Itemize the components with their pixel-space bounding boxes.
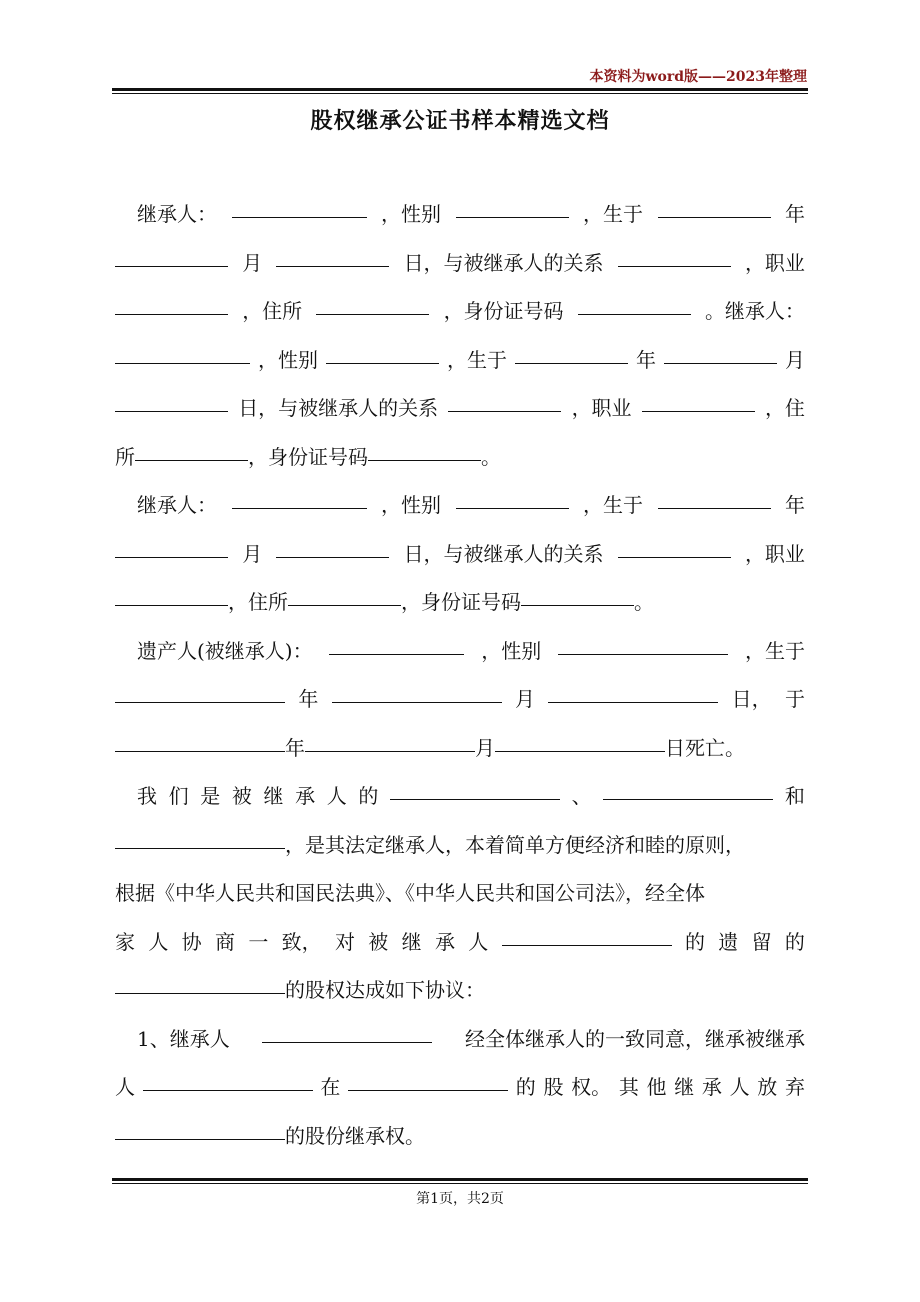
blank-field (390, 798, 560, 800)
blank-field (348, 1089, 508, 1091)
text-run: 留 (751, 929, 772, 954)
header-note: 本资料为word版——2023年整理 (589, 69, 807, 85)
text-run: ，身份证号码 (248, 444, 368, 469)
text-run: 人 (148, 929, 169, 954)
text-run: 1、继承人 (137, 1026, 230, 1051)
text-run: 们 (168, 784, 189, 808)
text-run: ，性别 (481, 638, 542, 663)
text-run: 根据《中华人民共和国民法典》、《中华人民共和国公司法》，经全体 (115, 881, 705, 905)
text-run: 弃 (784, 1075, 805, 1099)
text-run: 继 (401, 929, 422, 954)
text-run: 所 (115, 444, 135, 469)
text-run: 被 (368, 929, 389, 954)
text-run: 月 (242, 541, 263, 566)
blank-field (232, 507, 367, 509)
text-run: 于 (784, 687, 805, 711)
blank-field (515, 362, 628, 364)
blank-field (618, 556, 731, 558)
blank-field (262, 1041, 432, 1043)
text-run: ，住所 (228, 590, 288, 614)
text-run: 遗产人(被继承人)： (137, 638, 313, 663)
blank-field (232, 216, 367, 218)
document-title: 股权继承公证书样本精选文档 (310, 108, 610, 134)
text-run: ，身份证号码 (401, 590, 521, 614)
text-run: ，身份证号码 (443, 299, 564, 323)
text-run: 日，与被继承人的关系 (403, 541, 604, 566)
text-run: ，职业 (744, 250, 805, 275)
text-run: 是 (200, 784, 221, 808)
text-run: 人 (326, 784, 347, 808)
text-run: ，生于 (583, 202, 643, 226)
text-run: ，性别 (381, 202, 441, 226)
blank-field (658, 216, 771, 218)
blank-field (276, 265, 389, 267)
text-run: ，住所 (242, 299, 303, 323)
text-run: ，职业 (744, 541, 805, 566)
blank-field (115, 604, 228, 606)
blank-field (456, 216, 569, 218)
blank-field (305, 750, 475, 752)
text-run: ，生于 (447, 347, 507, 372)
text-run: ，生于 (583, 493, 643, 517)
body-line (115, 336, 805, 385)
page-number: 第1页，共2页 (416, 1191, 504, 1207)
body-line (115, 918, 805, 967)
text-run: 继承人： (137, 202, 217, 226)
blank-field (495, 750, 665, 752)
body-line (115, 239, 805, 288)
text-run: 经全体继承人的一致同意，继承被继承 (464, 1026, 805, 1051)
body-line (115, 724, 805, 773)
blank-field (329, 653, 464, 655)
text-run: 继承人： (137, 493, 217, 517)
blank-field (115, 265, 228, 267)
text-run: 的股份继承权。 (285, 1123, 425, 1148)
text-run: ，生于 (744, 638, 805, 663)
blank-field (332, 701, 502, 703)
text-run: 月 (514, 687, 535, 711)
footer-rule-thin (112, 1183, 808, 1184)
text-run: ，是其法定继承人，本着简单方便经济和睦的原则， (285, 832, 745, 857)
blank-field (115, 362, 250, 364)
text-run: 年 (298, 687, 319, 711)
text-run: 人 (468, 929, 489, 954)
text-run: 商 (214, 929, 235, 954)
text-run: 承 (701, 1075, 722, 1099)
text-run: 年 (785, 202, 805, 226)
text-run: ，性别 (258, 347, 318, 372)
document-body (115, 190, 805, 1160)
blank-field (115, 992, 285, 994)
blank-field (618, 265, 731, 267)
blank-field (642, 410, 755, 412)
blank-field (115, 556, 228, 558)
body-line (115, 1112, 805, 1161)
footer-rule-thick (112, 1178, 808, 1181)
blank-field (558, 653, 728, 655)
body-line (115, 287, 805, 336)
text-run: 的 (684, 929, 705, 954)
text-run: 日，与被继承人的关系 (238, 396, 439, 420)
blank-field (143, 1089, 313, 1091)
blank-field (578, 313, 691, 315)
body-line (115, 821, 805, 870)
blank-field (115, 750, 285, 752)
text-run: 月 (242, 250, 263, 275)
body-line (115, 433, 805, 482)
text-run: 年 (785, 493, 805, 517)
text-run: 的 (784, 929, 805, 954)
text-run: 人 (729, 1075, 750, 1099)
text-run: 日死亡。 (665, 735, 745, 760)
text-run: 家 (115, 929, 135, 954)
text-run: 协 (181, 929, 202, 954)
blank-field (658, 507, 771, 509)
text-run: 的 (358, 784, 379, 808)
body-line (115, 966, 805, 1015)
text-run: 的 (515, 1075, 536, 1099)
text-run: ，性别 (381, 493, 441, 517)
body-line (115, 481, 805, 530)
text-run: 承 (295, 784, 316, 808)
text-run: 的股权达成如下协议： (285, 978, 485, 1002)
body-line (115, 384, 805, 433)
blank-field (135, 459, 248, 461)
blank-field (276, 556, 389, 558)
blank-field (502, 944, 672, 946)
text-run: 被 (231, 784, 252, 808)
blank-field (521, 604, 634, 606)
blank-field (115, 410, 228, 412)
text-run: 日， (731, 687, 772, 711)
text-run: 。 (634, 590, 654, 614)
blank-field (448, 410, 561, 412)
blank-field (115, 701, 285, 703)
text-run: 月 (475, 735, 495, 760)
blank-field (316, 313, 429, 315)
text-run: 致， (281, 929, 322, 954)
text-run: 继 (674, 1075, 695, 1099)
blank-field (115, 313, 228, 315)
text-run: 日，与被继承人的关系 (403, 250, 604, 275)
body-line (115, 627, 805, 676)
blank-field (664, 362, 777, 364)
text-run: 。 (481, 444, 501, 469)
body-line (115, 190, 805, 239)
body-line (115, 1015, 805, 1064)
text-run: 一 (248, 929, 269, 954)
body-line (115, 578, 805, 627)
text-run: 和 (784, 784, 805, 808)
text-run: 遗 (718, 929, 739, 954)
blank-field (326, 362, 439, 364)
text-run: 月 (785, 347, 805, 372)
body-line (115, 772, 805, 821)
body-line (115, 675, 805, 724)
text-run: ，职业 (571, 396, 632, 420)
text-run: 股 (543, 1075, 564, 1099)
blank-field (368, 459, 481, 461)
text-run: 我 (137, 784, 157, 808)
text-run: 年 (285, 735, 305, 760)
header-rule-thick (112, 88, 808, 91)
text-run: 、 (571, 784, 592, 808)
text-run: 。继承人： (704, 299, 805, 323)
header-rule-thin (112, 93, 808, 94)
body-line (115, 530, 805, 579)
text-run: 年 (636, 347, 656, 372)
text-run: 权。 (571, 1075, 612, 1099)
blank-field (115, 1138, 285, 1140)
text-run: ，住 (764, 396, 805, 420)
text-run: 对 (334, 929, 355, 954)
text-run: 人 (115, 1075, 135, 1099)
body-line (115, 869, 805, 918)
text-run: 其 (618, 1075, 639, 1099)
blank-field (288, 604, 401, 606)
blank-field (456, 507, 569, 509)
text-run: 他 (646, 1075, 667, 1099)
blank-field (115, 847, 285, 849)
text-run: 放 (757, 1075, 778, 1099)
blank-field (603, 798, 773, 800)
body-line (115, 1063, 805, 1112)
text-run: 承 (434, 929, 455, 954)
blank-field (548, 701, 718, 703)
text-run: 在 (320, 1075, 341, 1099)
text-run: 继 (263, 784, 284, 808)
